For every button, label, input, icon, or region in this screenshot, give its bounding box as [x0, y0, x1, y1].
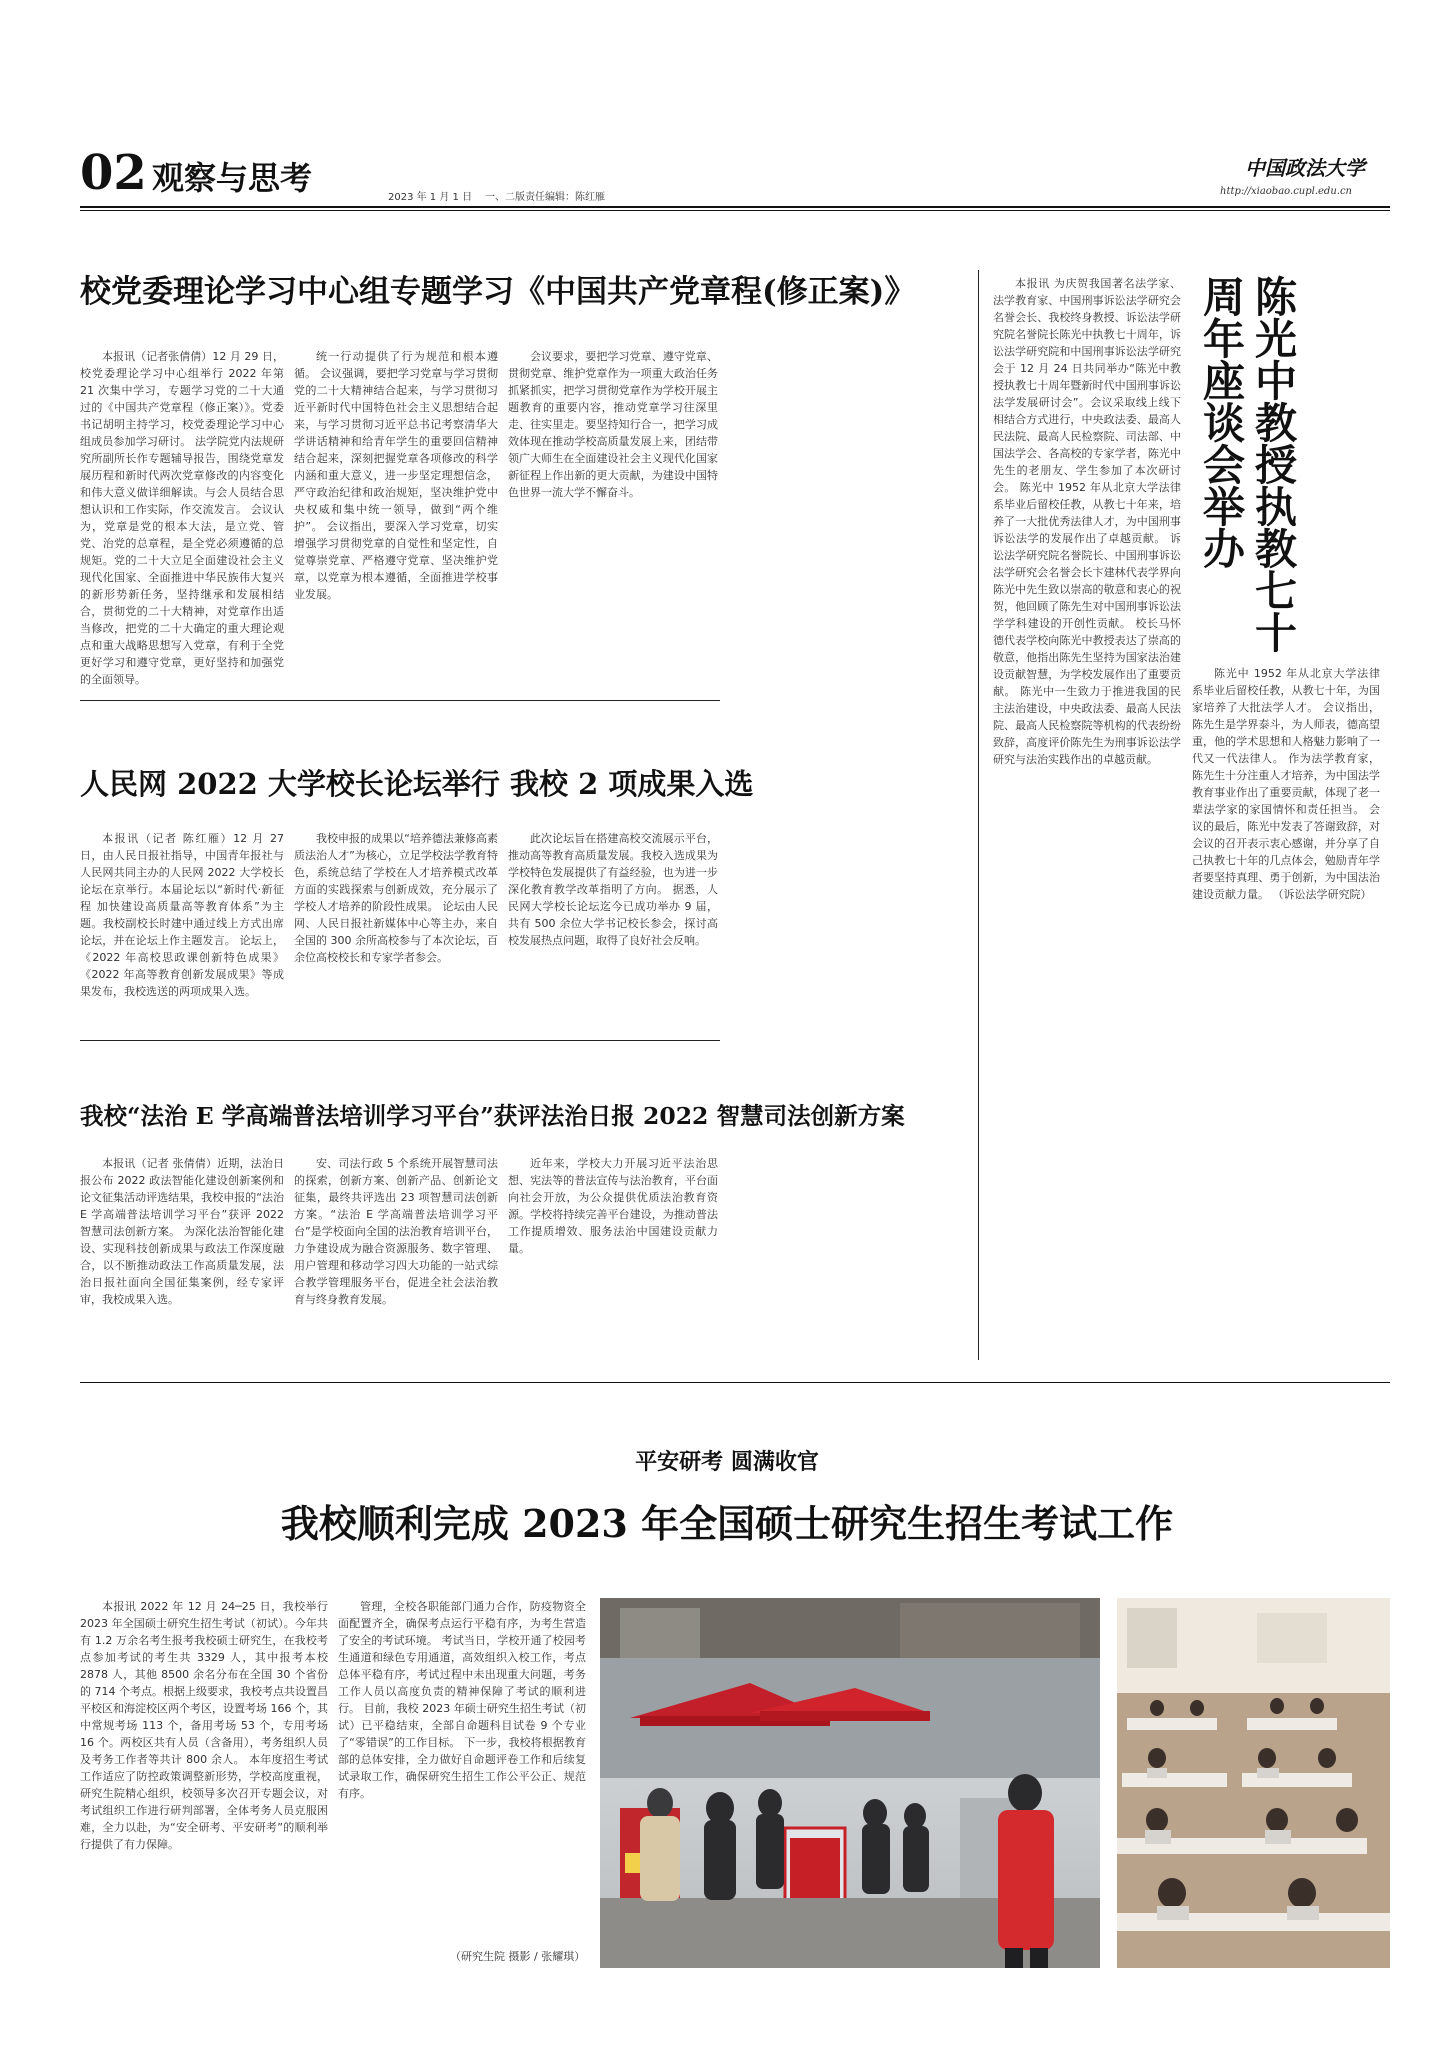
- feature-col1: 本报讯 2022 年 12 月 24─25 日，我校举行 2023 年全国硕士研究生招生考试（初试）。今年共有 1.2 万余名考生报考我校硕士研究生，在我校考点参加考试的考生共 3329 人，其中报考本校 2878 人，其他 8500 余名分布在全国 30 个省份的 714 个考点。根据上级要求，我校考点共设置昌平校区和海淀校区两个考区，设置考场 166 个，其中常规考场 113 个，备用考场 53 个，专用考场 16 个。两校区共有人员（含备用），考务组织人员及考务工作者等共计 800 余人。 本年度招生考试工作适应了防控政策调整新形势，学校高度重视，研究生院精心组织，校领导多次召开专题会议，对考试组织工作进行研判部署，全体考务人员克服困难，全力以赴，为“安全研考、平安研考”的顺利举行提供了有力保障。: [80, 1600, 328, 1851]
- article3-title: 我校“法治 E 学高端普法培训学习平台”获评法治日报 2022 智慧司法创新方案: [80, 1102, 905, 1130]
- exam-room-illustration: [1117, 1598, 1390, 1968]
- feature-title: 我校顺利完成 2023 年全国硕士研究生招生考试工作: [280, 1501, 1174, 1546]
- article3-col3: 近年来，学校大力开展习近平法治思想、宪法等的普法宣传与法治教育，平台面向社会开放，为公众提供优质法治教育资源。学校将持续完善平台建设，为推动普法工作提质增效、服务法治中国建设贡献力量。: [508, 1157, 718, 1255]
- divider-2: [80, 1040, 720, 1041]
- side-article-title: 陈光中教授执教七十周年座谈会举办: [1197, 275, 1298, 653]
- article1-col2: 统一行动提供了行为规范和根本遵循。 会议强调，要把学习党章与学习贯彻党的二十大精神结合起来，与学习贯彻习近平新时代中国特色社会主义思想结合起来，与学习贯彻习近平总书记考察清华大学讲话精神和给青年学生的重要回信精神结合起来，深刻把握党章各项修改的科学内涵和重大意义，进一步坚定理想信念，严守政治纪律和政治规矩，坚决维护党中央权威和集中统一领导，做到“两个维护”。 会议指出，要深入学习党章，切实增强学习贯彻党章的自觉性和坚定性，自觉尊崇党章、严格遵守党章、坚决维护党章，以党章为根本遵循，全面推进学校事业发展。: [294, 350, 498, 601]
- divider-1: [80, 700, 720, 701]
- exam-entrance-illustration: [600, 1598, 1100, 1968]
- article2-title: 人民网 2022 大学校长论坛举行 我校 2 项成果入选: [80, 767, 754, 801]
- exam-entrance-photo: [600, 1598, 1100, 1968]
- article2-col2: 我校申报的成果以“培养德法兼修高素质法治人才”为核心，立足学校法学教育特色，系统总结了学校在人才培养模式改革方面的实践探索与创新成效，充分展示了学校人才培养的阶段性成果。 论坛由人民网、人民日报社新媒体中心等主办，来自全国的 300 余所高校参与了本次论坛，百余位高校校长和专家学者参会。: [294, 832, 498, 964]
- side-divider: [978, 270, 979, 1360]
- article2-col3: 此次论坛旨在搭建高校交流展示平台，推动高等教育高质量发展。我校入选成果为学校特色发展提供了有益经验，也为进一步深化教育教学改革指明了方向。 据悉，人民网大学校长论坛迄今已成功举办 9 届，共有 500 余位大学书记校长参会，探讨高校发展热点问题，取得了良好社会反响。: [508, 832, 718, 947]
- feature-kicker: 平安研考 圆满收官: [635, 1449, 819, 1475]
- side-article-col2: 陈光中 1952 年从北京大学法律系毕业后留校任教，从教七十年，为国家培养了大批法学人才。 会议指出，陈先生是学界泰斗，为人师表，德高望重，他的学术思想和人格魅力影响了一代又一代法律人。 作为法学教育家，陈先生十分注重人才培养，为中国法学教育事业作出了重要贡献，体现了老一辈法学家的家国情怀和责任担当。 会议的最后，陈光中发表了答谢致辞，对会议的召开表示衷心感谢，并分享了自己执教七十年的几点体会，勉励青年学者要坚持真理、勇于创新，为中国法治建设贡献力量。 （诉讼法学研究院）: [1192, 667, 1380, 901]
- masthead: [80, 140, 1390, 210]
- article1-col3: 会议要求，要把学习党章、遵守党章、贯彻党章、维护党章作为一项重大政治任务抓紧抓实，把学习贯彻党章作为学校开展主题教育的重要内容，推动党章学习往深里走、往实里走。要坚持知行合一，把学习成效体现在推动学校高质量发展上来，团结带领广大师生在全面建设社会主义现代化国家新征程上作出新的更大贡献，为建设中国特色世界一流大学不懈奋斗。: [508, 350, 718, 499]
- page-number: 02: [80, 145, 147, 201]
- feature-col2: 管理，全校各职能部门通力合作，防疫物资全面配置齐全，确保考点运行平稳有序，为考生营造了安全的考试环境。 考试当日，学校开通了校园考生通道和绿色专用通道，高效组织入校工作，考点总体平稳有序，考试过程中未出现重大问题，考务工作人员以高度负责的精神保障了考试的顺利进行。 目前，我校 2023 年硕士研究生招生考试（初试）已平稳结束，全部自命题科目试卷 9 个专业了“零错误”的工作目标。 下一步，我校将根据教育部的总体安排，全力做好自命题评卷工作和后续复试录取工作，确保研究生招生工作公平公正、规范有序。: [338, 1600, 586, 1800]
- issue-date: 2023 年 1 月 1 日: [388, 192, 473, 203]
- divider-3: [80, 1382, 1390, 1383]
- side-article-col1: 本报讯 为庆贺我国著名法学家、法学教育家、中国刑事诉讼法学研究会名誉会长、我校终身教授、诉讼法学研究院名誉院长陈光中执教七十周年，诉讼法学研究院和中国刑事诉讼法学研究会于 12 月 24 日共同举办“陈光中教授执教七十周年暨新时代中国刑事诉讼法学发展研讨会”。会议采取线上线下相结合方式进行，中央政法委、最高人民法院、最高人民检察院、司法部、中国法学会、各高校的专家学者，陈光中先生的老朋友、学生参加了本次研讨会。 陈光中 1952 年从北京大学法律系毕业后留校任教，从教七十年来，培养了一大批优秀法律人才，为中国刑事诉讼法学的发展作出了卓越贡献。 诉讼法学研究院名誉院长、中国刑事诉讼法学研究会名誉会长卞建林代表学界向陈光中先生致以崇高的敬意和衷心的祝贺，他回顾了陈先生对中国刑事诉讼法学学科建设的开创性贡献。 校长马怀德代表学校向陈光中教授表达了崇高的敬意，他指出陈先生坚持为国家法治建设贡献智慧，为学校发展作出了重要贡献。 陈光中一生致力于推进我国的民主法治建设，中央政法委、最高人民法院、最高人民检察院等机构的代表纷纷致辞，高度评价陈先生为刑事诉讼法学研究与法治实践作出的卓越贡献。: [993, 277, 1181, 766]
- article3-col1: 本报讯（记者 张倩倩）近期，法治日报公布 2022 政法智能化建设创新案例和论文征集活动评选结果，我校申报的“法治 E 学高端普法培训学习平台”获评 2022 智慧司法创新方案。 为深化法治智能化建设、实现科技创新成果与政法工作深度融合，以不断推动政法工作高质量发展，法治日报社面向全国征集案例，经专家评审，我校成果入选。: [80, 1157, 284, 1306]
- editor-line: 一、二版责任编辑：陈红雁: [485, 192, 605, 203]
- masthead-rule: [80, 206, 1390, 208]
- exam-room-photo: [1117, 1598, 1390, 1968]
- side-article-title-box: [1195, 275, 1385, 655]
- section-title: 观察与思考: [152, 159, 313, 197]
- paper-name: 中国政法大学: [1245, 156, 1365, 180]
- article1-col1: 本报讯（记者张倩倩）12 月 29 日，校党委理论学习中心组举行 2022 年第 21 次集中学习，专题学习党的二十大通过的《中国共产党章程（修正案）》。党委书记胡明主持学习，校党委理论学习中心组成员参加学习研讨。 法学院党内法规研究所副所长作专题辅导报告，围绕党章发展历程和新时代两次党章修改的内容变化和伟大意义做详细解读。与会人员结合思想认识和工作实际，作交流发言。 会议认为，党章是党的根本大法，是立党、管党、治党的总章程，是全党必须遵循的总规矩。党的二十大立足全面建设社会主义现代化国家、全面推进中华民族伟大复兴的新形势新任务，坚持继承和发展相结合，贯彻党的二十大精神，对党章作出适当修改，把党的二十大确定的重大理论观点和重大战略思想写入党章，有利于全党更好学习和遵守党章，更好坚持和加强党的全面领导。: [80, 350, 284, 686]
- article3-col2: 安、司法行政 5 个系统开展智慧司法的探索，创新方案、创新产品、创新论文征集，最终共评选出 23 项智慧司法创新方案。“法治 E 学高端普法培训学习平台”是学校面向全国的法治教育培训平台，力争建设成为融合资源服务、数字管理、用户管理和移动学习四大功能的一站式综合教学管理服务平台，促进全社会法治教育与终身教育发展。: [294, 1157, 498, 1306]
- article2-col1: 本报讯（记者 陈红雁）12 月 27 日，由人民日报社指导，中国青年报社与人民网共同主办的人民网 2022 大学校长论坛在京举行。本届论坛以“新时代·新征程 加快建设高质量高等教育体系”为主题。我校副校长时建中通过线上方式出席论坛，并在论坛上作主题发言。 论坛上，《2022 年高校思政课创新特色成果》《2022 年高等教育创新发展成果》等成果发布，我校选送的两项成果入选。: [80, 832, 284, 998]
- article1-title: 校党委理论学习中心组专题学习《中国共产党章程(修正案)》: [80, 274, 916, 310]
- website: http://xiaobao.cupl.edu.cn: [1220, 186, 1352, 197]
- feature-byline: （研究生院 摄影 / 张耀琪）: [450, 1950, 586, 1963]
- masthead-rule-thin: [80, 210, 1390, 211]
